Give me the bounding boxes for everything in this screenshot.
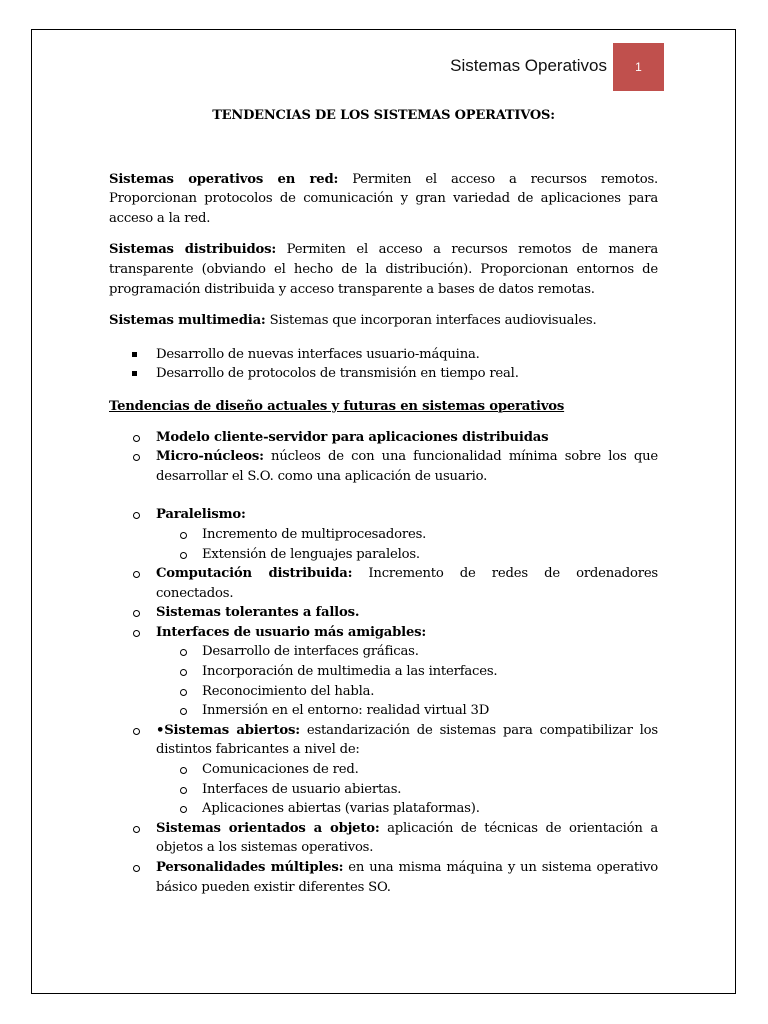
trend-text: Incremento de redes de ordenadores conectados. (156, 566, 658, 601)
circle-bullet-icon (133, 728, 140, 735)
square-bullet-icon (132, 352, 137, 357)
circle-bullet-icon (180, 552, 187, 559)
circle-bullet-icon (180, 649, 187, 656)
trend-term: Modelo cliente-servidor para aplicaciones distribuidas (156, 429, 549, 445)
trend-term: Paralelismo: (156, 507, 246, 523)
sublist (156, 525, 658, 564)
circle-bullet-icon (133, 630, 140, 637)
sublist-item (156, 701, 658, 721)
trend-item-distributed-computing (109, 564, 658, 603)
trend-item-open-systems (109, 721, 658, 819)
document-body (109, 106, 658, 897)
trend-text: aplicación de técnicas de orientación a objetos a los sistemas operativos. (156, 820, 658, 856)
sublist-item-text: Extensión de lenguajes paralelos. (202, 546, 420, 562)
sublist-item (156, 662, 658, 682)
circle-bullet-icon (133, 865, 140, 872)
sublist-item-text: Comunicaciones de red. (202, 762, 359, 778)
trend-term: Sistemas orientados a objeto: (156, 820, 380, 836)
circle-bullet-icon (180, 689, 187, 696)
circle-bullet-icon (133, 571, 140, 578)
trend-item-multiple-personalities (109, 858, 658, 897)
trend-text: núcleos de con una funcionalidad mínima sobre los que desarrollar el S.O. como una aplicación de usuario. (156, 449, 658, 484)
circle-bullet-icon (133, 512, 140, 519)
page-number: 1 (635, 60, 642, 74)
paragraph-multimedia (109, 311, 658, 331)
list-item-text: Desarrollo de nuevas interfaces usuario-máquina. (156, 346, 480, 362)
trend-item-parallelism (109, 505, 658, 564)
circle-bullet-icon (133, 826, 140, 833)
sublist (156, 760, 658, 819)
sublist-item (156, 799, 658, 819)
paragraph-network-os (109, 170, 658, 229)
sublist-item (156, 525, 658, 545)
sublist (156, 642, 658, 720)
term: Sistemas distribuidos: (109, 242, 277, 258)
sublist-item-text: Interfaces de usuario abiertas. (202, 781, 402, 797)
circle-bullet-icon (180, 767, 187, 774)
definition: Permiten el acceso a recursos remotos de manera transparente (obviando el hecho de la distribución). Proporcionan entornos de programación distribuida y acceso transparente a bases de datos remotas. (109, 242, 659, 297)
sublist-item (156, 760, 658, 780)
multimedia-list (109, 345, 658, 384)
square-bullet-icon (132, 371, 137, 376)
trend-term: Personalidades múltiples: (156, 860, 344, 875)
sublist-item-text: Reconocimiento del habla. (202, 683, 375, 699)
definition: Permiten el acceso a recursos remotos. Proporcionan protocolos de comunicación y gran variedad de aplicaciones para acceso a la red. (109, 171, 659, 226)
sublist-item (156, 682, 658, 702)
list-item (109, 364, 658, 384)
page-number-badge (613, 43, 664, 91)
trend-item-object-oriented (109, 819, 658, 858)
sublist-item-text: Aplicaciones abiertas (varias plataformas). (202, 801, 480, 817)
circle-bullet-icon (180, 708, 187, 715)
trend-item-microkernels (109, 447, 658, 486)
list-item (109, 345, 658, 365)
trend-text: estandarización de sistemas para compatibilizar los distintos fabricantes a nivel de: (156, 722, 658, 758)
trend-term: •Sistemas abiertos: (156, 722, 300, 738)
trend-term: Micro-núcleos: (156, 449, 264, 465)
sublist-item-text: Inmersión en el entorno: realidad virtual 3D (202, 703, 490, 719)
circle-bullet-icon (180, 669, 187, 676)
sublist-item (156, 642, 658, 662)
trend-item-client-server (109, 428, 658, 448)
term: Sistemas operativos en red: (109, 171, 339, 187)
circle-bullet-icon (180, 787, 187, 794)
sublist-item-text: Desarrollo de interfaces gráficas. (202, 644, 419, 660)
trend-term: Computación distribuida: (156, 566, 353, 582)
trends-list (109, 428, 658, 898)
document-title: TENDENCIAS DE LOS SISTEMAS OPERATIVOS: (212, 108, 555, 123)
circle-bullet-icon (133, 610, 140, 617)
sublist-item-text: Incremento de multiprocesadores. (202, 526, 427, 542)
header-title: Sistemas Operativos (450, 56, 607, 75)
sublist-item (156, 780, 658, 800)
circle-bullet-icon (180, 806, 187, 813)
trend-text: en una misma máquina y un sistema operativo básico pueden existir diferentes SO. (156, 860, 658, 895)
circle-bullet-icon (180, 532, 187, 539)
trend-item-friendly-interfaces (109, 623, 658, 721)
section-heading: Tendencias de diseño actuales y futuras en sistemas operativos (109, 398, 565, 414)
trend-term: Interfaces de usuario más amigables: (156, 624, 427, 640)
sublist-item (156, 545, 658, 565)
definition: Sistemas que incorporan interfaces audiovisuales. (265, 313, 597, 329)
circle-bullet-icon (133, 454, 140, 461)
paragraph-distributed-systems (109, 240, 658, 299)
list-item-text: Desarrollo de protocolos de transmisión en tiempo real. (156, 366, 519, 382)
trend-term: Sistemas tolerantes a fallos. (156, 605, 360, 621)
trend-item-fault-tolerant (109, 603, 658, 623)
circle-bullet-icon (133, 435, 140, 442)
term: Sistemas multimedia: (109, 313, 266, 329)
sublist-item-text: Incorporación de multimedia a las interfaces. (202, 664, 498, 680)
